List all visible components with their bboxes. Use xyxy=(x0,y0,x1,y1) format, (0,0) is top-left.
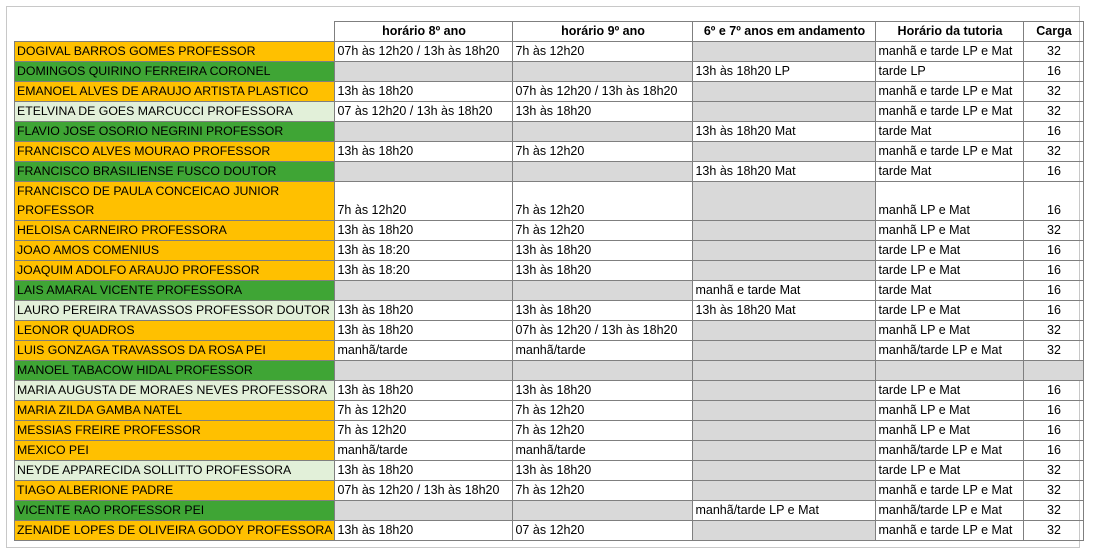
horario-8ano-cell[interactable]: 7h às 12h20 xyxy=(335,182,513,221)
horario-tutoria-cell[interactable]: manhã e tarde LP e Mat xyxy=(876,102,1024,122)
horario-8ano-cell[interactable] xyxy=(335,62,513,82)
table-row xyxy=(15,102,1084,122)
carga-cell[interactable]: 32 xyxy=(1024,82,1084,102)
horario-tutoria-cell[interactable]: tarde LP e Mat xyxy=(876,261,1024,281)
horario-6-7anos-cell[interactable] xyxy=(693,241,876,261)
teacher-name-cell[interactable]: MARIA AUGUSTA DE MORAES NEVES PROFESSORA xyxy=(15,381,335,401)
horario-tutoria-cell[interactable]: manhã LP e Mat xyxy=(876,401,1024,421)
horario-9ano-cell[interactable]: 7h às 12h20 xyxy=(513,421,693,441)
horario-8ano-cell[interactable]: 13h às 18h20 xyxy=(335,142,513,162)
teacher-name-cell[interactable]: MEXICO PEI xyxy=(15,441,335,461)
horario-6-7anos-cell[interactable] xyxy=(693,461,876,481)
table-row xyxy=(15,461,1084,481)
teacher-name-cell[interactable]: MARIA ZILDA GAMBA NATEL xyxy=(15,401,335,421)
teacher-name-cell[interactable]: HELOISA CARNEIRO PROFESSORA xyxy=(15,221,335,241)
table-row xyxy=(15,321,1084,341)
horario-9ano-cell[interactable]: 7h às 12h20 xyxy=(513,182,693,221)
horario-8ano-cell[interactable]: 07h às 12h20 / 13h às 18h20 xyxy=(335,42,513,62)
horario-8ano-cell[interactable]: 13h às 18:20 xyxy=(335,241,513,261)
horario-8ano-cell[interactable]: 7h às 12h20 xyxy=(335,421,513,441)
teacher-name-cell[interactable]: JOAO AMOS COMENIUS xyxy=(15,241,335,261)
horario-6-7anos-cell[interactable]: 13h às 18h20 LP xyxy=(693,62,876,82)
horario-9ano-cell[interactable] xyxy=(513,162,693,182)
carga-cell[interactable]: 16 xyxy=(1024,441,1084,461)
table-row xyxy=(15,261,1084,281)
table-row xyxy=(15,301,1084,321)
teacher-name-cell[interactable]: DOMINGOS QUIRINO FERREIRA CORONEL xyxy=(15,62,335,82)
horario-8ano-cell[interactable] xyxy=(335,162,513,182)
horario-6-7anos-cell[interactable] xyxy=(693,102,876,122)
header-tutoria[interactable]: Horário da tutoria xyxy=(876,22,1024,42)
horario-6-7anos-cell[interactable] xyxy=(693,182,876,221)
horario-9ano-cell[interactable]: 7h às 12h20 xyxy=(513,401,693,421)
carga-cell[interactable]: 16 xyxy=(1024,281,1084,301)
horario-6-7anos-cell[interactable] xyxy=(693,521,876,541)
table-row xyxy=(15,281,1084,301)
carga-cell[interactable]: 32 xyxy=(1024,142,1084,162)
table-row xyxy=(15,401,1084,421)
carga-cell[interactable]: 32 xyxy=(1024,42,1084,62)
table-row xyxy=(15,421,1084,441)
horario-9ano-cell[interactable]: 13h às 18h20 xyxy=(513,381,693,401)
horario-6-7anos-cell[interactable] xyxy=(693,341,876,361)
table-row xyxy=(15,62,1084,82)
teacher-name-cell[interactable]: FLAVIO JOSE OSORIO NEGRINI PROFESSOR xyxy=(15,122,335,142)
horario-8ano-cell[interactable]: manhã/tarde xyxy=(335,341,513,361)
horario-tutoria-cell[interactable]: manhã e tarde LP e Mat xyxy=(876,82,1024,102)
horario-9ano-cell[interactable] xyxy=(513,62,693,82)
teacher-name-cell[interactable]: EMANOEL ALVES DE ARAUJO ARTISTA PLASTICO xyxy=(15,82,335,102)
horario-tutoria-cell[interactable]: manhã e tarde LP e Mat xyxy=(876,481,1024,501)
horario-6-7anos-cell[interactable]: 13h às 18h20 Mat xyxy=(693,162,876,182)
horario-9ano-cell[interactable] xyxy=(513,281,693,301)
horario-8ano-cell[interactable]: 13h às 18:20 xyxy=(335,261,513,281)
horario-tutoria-cell[interactable]: tarde Mat xyxy=(876,162,1024,182)
carga-cell[interactable]: 32 xyxy=(1024,102,1084,122)
header-row xyxy=(15,22,1084,42)
teacher-name-cell[interactable]: LAIS AMARAL VICENTE PROFESSORA xyxy=(15,281,335,301)
horario-6-7anos-cell[interactable] xyxy=(693,361,876,381)
teacher-name-cell[interactable]: MANOEL TABACOW HIDAL PROFESSOR xyxy=(15,361,335,381)
horario-9ano-cell[interactable]: 13h às 18h20 xyxy=(513,301,693,321)
horario-6-7anos-cell[interactable] xyxy=(693,82,876,102)
header-9ano[interactable]: horário 9º ano xyxy=(513,22,693,42)
horario-8ano-cell[interactable]: 07 às 12h20 / 13h às 18h20 xyxy=(335,102,513,122)
carga-cell[interactable]: 16 xyxy=(1024,241,1084,261)
teacher-name-cell[interactable]: FRANCISCO ALVES MOURAO PROFESSOR xyxy=(15,142,335,162)
header-6-7anos[interactable]: 6º e 7º anos em andamento xyxy=(693,22,876,42)
horario-6-7anos-cell[interactable] xyxy=(693,401,876,421)
horario-9ano-cell[interactable]: 7h às 12h20 xyxy=(513,221,693,241)
carga-cell[interactable]: 16 xyxy=(1024,261,1084,281)
horario-9ano-cell[interactable]: 7h às 12h20 xyxy=(513,142,693,162)
table-row xyxy=(15,182,1084,221)
table-row xyxy=(15,241,1084,261)
carga-cell[interactable]: 16 xyxy=(1024,401,1084,421)
horario-tutoria-cell[interactable]: tarde LP e Mat xyxy=(876,461,1024,481)
horario-tutoria-cell[interactable]: tarde Mat xyxy=(876,281,1024,301)
horario-tutoria-cell[interactable]: manhã e tarde LP e Mat xyxy=(876,42,1024,62)
table-row xyxy=(15,361,1084,381)
horario-6-7anos-cell[interactable] xyxy=(693,421,876,441)
table-row xyxy=(15,82,1084,102)
carga-cell[interactable]: 32 xyxy=(1024,221,1084,241)
table-row xyxy=(15,381,1084,401)
teacher-name-cell[interactable]: FRANCISCO BRASILIENSE FUSCO DOUTOR xyxy=(15,162,335,182)
schedule-table xyxy=(14,21,1084,541)
horario-9ano-cell[interactable] xyxy=(513,501,693,521)
horario-6-7anos-cell[interactable]: 13h às 18h20 Mat xyxy=(693,301,876,321)
horario-9ano-cell[interactable]: 13h às 18h20 xyxy=(513,261,693,281)
horario-8ano-cell[interactable]: 13h às 18h20 xyxy=(335,381,513,401)
teacher-name-cell[interactable]: ETELVINA DE GOES MARCUCCI PROFESSORA xyxy=(15,102,335,122)
carga-cell[interactable]: 32 xyxy=(1024,461,1084,481)
table-row xyxy=(15,341,1084,361)
teacher-name-cell[interactable]: LEONOR QUADROS xyxy=(15,321,335,341)
horario-9ano-cell[interactable]: 13h às 18h20 xyxy=(513,102,693,122)
horario-8ano-cell[interactable]: 13h às 18h20 xyxy=(335,321,513,341)
horario-tutoria-cell[interactable]: manhã LP e Mat xyxy=(876,182,1024,221)
horario-9ano-cell[interactable]: 07h às 12h20 / 13h às 18h20 xyxy=(513,321,693,341)
teacher-name-cell[interactable]: JOAQUIM ADOLFO ARAUJO PROFESSOR xyxy=(15,261,335,281)
horario-6-7anos-cell[interactable] xyxy=(693,42,876,62)
horario-6-7anos-cell[interactable] xyxy=(693,481,876,501)
horario-6-7anos-cell[interactable]: manhã e tarde Mat xyxy=(693,281,876,301)
table-row xyxy=(15,221,1084,241)
table-row xyxy=(15,441,1084,461)
carga-cell[interactable]: 32 xyxy=(1024,521,1084,541)
horario-8ano-cell[interactable]: 13h às 18h20 xyxy=(335,521,513,541)
horario-8ano-cell[interactable]: 13h às 18h20 xyxy=(335,221,513,241)
teacher-name-cell[interactable]: MESSIAS FREIRE PROFESSOR xyxy=(15,421,335,441)
header-8ano[interactable]: horário 8º ano xyxy=(335,22,513,42)
horario-6-7anos-cell[interactable] xyxy=(693,321,876,341)
horario-tutoria-cell[interactable]: manhã LP e Mat xyxy=(876,221,1024,241)
horario-9ano-cell[interactable]: 13h às 18h20 xyxy=(513,461,693,481)
table-row xyxy=(15,521,1084,541)
horario-tutoria-cell[interactable]: manhã LP e Mat xyxy=(876,421,1024,441)
horario-8ano-cell[interactable]: 07h às 12h20 / 13h às 18h20 xyxy=(335,481,513,501)
horario-9ano-cell[interactable]: 13h às 18h20 xyxy=(513,241,693,261)
horario-6-7anos-cell[interactable] xyxy=(693,381,876,401)
horario-9ano-cell[interactable]: 7h às 12h20 xyxy=(513,481,693,501)
teacher-name-cell[interactable]: LUIS GONZAGA TRAVASSOS DA ROSA PEI xyxy=(15,341,335,361)
carga-cell[interactable]: 32 xyxy=(1024,481,1084,501)
teacher-name-cell[interactable]: NEYDE APPARECIDA SOLLITTO PROFESSORA xyxy=(15,461,335,481)
table-body xyxy=(15,42,1084,541)
carga-cell[interactable]: 16 xyxy=(1024,122,1084,142)
horario-tutoria-cell[interactable]: manhã e tarde LP e Mat xyxy=(876,521,1024,541)
carga-cell[interactable]: 16 xyxy=(1024,62,1084,82)
carga-cell[interactable]: 16 xyxy=(1024,301,1084,321)
horario-8ano-cell[interactable] xyxy=(335,281,513,301)
horario-tutoria-cell[interactable]: manhã e tarde LP e Mat xyxy=(876,142,1024,162)
horario-tutoria-cell[interactable]: manhã LP e Mat xyxy=(876,321,1024,341)
horario-8ano-cell[interactable] xyxy=(335,361,513,381)
horario-tutoria-cell[interactable]: tarde LP xyxy=(876,62,1024,82)
horario-9ano-cell[interactable]: manhã/tarde xyxy=(513,341,693,361)
horario-8ano-cell[interactable]: manhã/tarde xyxy=(335,441,513,461)
horario-tutoria-cell[interactable]: manhã/tarde LP e Mat xyxy=(876,441,1024,461)
header-blank xyxy=(15,22,335,42)
horario-tutoria-cell[interactable]: tarde LP e Mat xyxy=(876,381,1024,401)
horario-6-7anos-cell[interactable] xyxy=(693,142,876,162)
horario-9ano-cell[interactable]: 07h às 12h20 / 13h às 18h20 xyxy=(513,82,693,102)
header-carga[interactable]: Carga xyxy=(1024,22,1084,42)
horario-9ano-cell[interactable] xyxy=(513,122,693,142)
horario-8ano-cell[interactable]: 13h às 18h20 xyxy=(335,301,513,321)
horario-tutoria-cell[interactable]: tarde LP e Mat xyxy=(876,301,1024,321)
teacher-name-cell[interactable]: LAURO PEREIRA TRAVASSOS PROFESSOR DOUTOR xyxy=(15,301,335,321)
horario-6-7anos-cell[interactable] xyxy=(693,221,876,241)
horario-9ano-cell[interactable]: 07 às 12h20 xyxy=(513,521,693,541)
horario-tutoria-cell[interactable]: tarde Mat xyxy=(876,122,1024,142)
horario-tutoria-cell[interactable]: manhã/tarde LP e Mat xyxy=(876,341,1024,361)
horario-8ano-cell[interactable] xyxy=(335,122,513,142)
table-row xyxy=(15,42,1084,62)
carga-cell[interactable]: 32 xyxy=(1024,501,1084,521)
horario-tutoria-cell[interactable]: tarde LP e Mat xyxy=(876,241,1024,261)
horario-tutoria-cell[interactable] xyxy=(876,361,1024,381)
carga-cell[interactable]: 32 xyxy=(1024,341,1084,361)
horario-9ano-cell[interactable]: 7h às 12h20 xyxy=(513,42,693,62)
horario-tutoria-cell[interactable]: manhã/tarde LP e Mat xyxy=(876,501,1024,521)
horario-6-7anos-cell[interactable] xyxy=(693,441,876,461)
carga-cell[interactable]: 16 xyxy=(1024,381,1084,401)
horario-6-7anos-cell[interactable]: 13h às 18h20 Mat xyxy=(693,122,876,142)
table-row xyxy=(15,501,1084,521)
teacher-name-cell[interactable]: DOGIVAL BARROS GOMES PROFESSOR xyxy=(15,42,335,62)
horario-6-7anos-cell[interactable] xyxy=(693,261,876,281)
teacher-name-cell[interactable]: ZENAIDE LOPES DE OLIVEIRA GODOY PROFESSORA xyxy=(15,521,335,541)
table-row xyxy=(15,162,1084,182)
teacher-name-cell[interactable]: FRANCISCO DE PAULA CONCEICAO JUNIOR PROFESSOR xyxy=(15,182,335,221)
carga-cell[interactable]: 16 xyxy=(1024,162,1084,182)
horario-8ano-cell[interactable]: 13h às 18h20 xyxy=(335,461,513,481)
table-row xyxy=(15,122,1084,142)
carga-cell[interactable] xyxy=(1024,361,1084,381)
horario-6-7anos-cell[interactable]: manhã/tarde LP e Mat xyxy=(693,501,876,521)
horario-8ano-cell[interactable]: 13h às 18h20 xyxy=(335,82,513,102)
teacher-name-cell[interactable]: VICENTE RAO PROFESSOR PEI xyxy=(15,501,335,521)
table-row xyxy=(15,142,1084,162)
horario-9ano-cell[interactable] xyxy=(513,361,693,381)
teacher-name-cell[interactable]: TIAGO ALBERIONE PADRE xyxy=(15,481,335,501)
carga-cell[interactable]: 16 xyxy=(1024,182,1084,221)
carga-cell[interactable]: 16 xyxy=(1024,421,1084,441)
horario-9ano-cell[interactable]: manhã/tarde xyxy=(513,441,693,461)
horario-8ano-cell[interactable]: 7h às 12h20 xyxy=(335,401,513,421)
horario-8ano-cell[interactable] xyxy=(335,501,513,521)
table-row xyxy=(15,481,1084,501)
carga-cell[interactable]: 32 xyxy=(1024,321,1084,341)
